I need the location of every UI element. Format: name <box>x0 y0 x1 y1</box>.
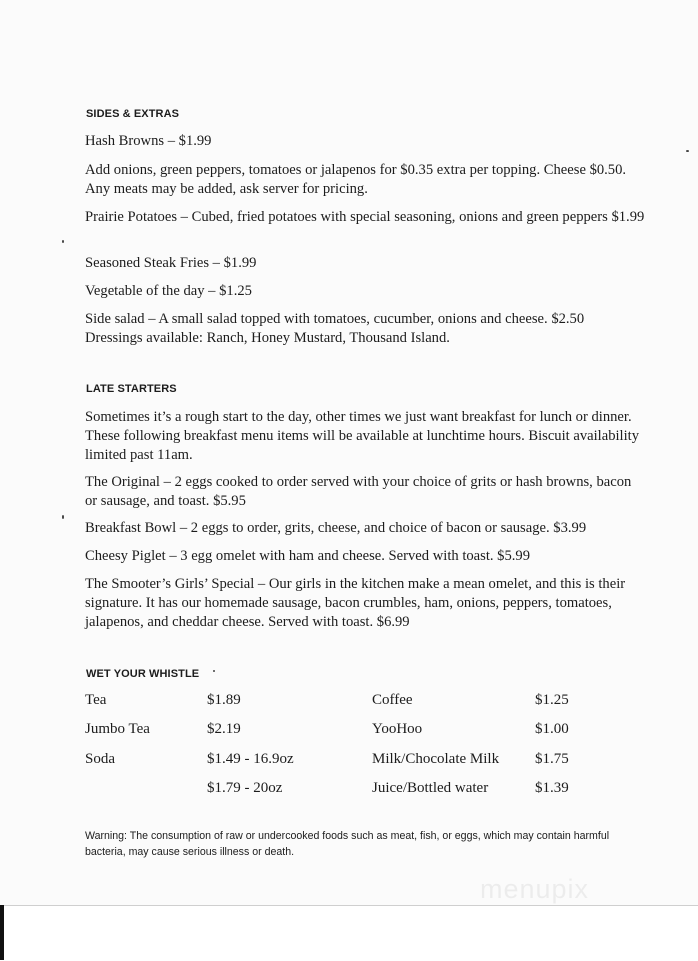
drink-price: $1.00 <box>535 721 569 738</box>
drink-row <box>85 780 605 809</box>
sides-heading: SIDES & EXTRAS <box>86 108 180 120</box>
scan-speck <box>62 240 64 243</box>
menu-item-cheesy-piglet: Cheesy Piglet – 3 egg omelet with ham and cheese. Served with toast. $5.99 <box>85 548 531 564</box>
drink-price: $2.19 <box>207 721 241 738</box>
menu-item-prairie-potatoes: Prairie Potatoes – Cubed, fried potatoes with special seasoning, onions and green peppers $1.99 <box>85 209 645 225</box>
menu-item-girls-special: The Smooter’s Girls’ Special – Our girls in the kitchen make a mean omelet, and this is their signature. It has our homemade sausage, bacon crumbles, ham, onions, peppers, tomatoes, jalapenos, and cheddar cheese. Served with toast. $6.99 <box>85 576 626 630</box>
late-starters-intro: Sometimes it’s a rough start to the day, other times we just want breakfast for lunch or dinner. These following breakfast menu items will be available at lunchtime hours. Biscuit availability limited past 11am. <box>85 409 640 463</box>
drinks-heading: WET YOUR WHISTLE <box>86 668 200 680</box>
drink-name: Tea <box>85 692 107 708</box>
scan-speck <box>62 515 64 519</box>
drink-name: Jumbo Tea <box>85 721 150 738</box>
drink-name: YooHoo <box>372 721 423 738</box>
food-safety-warning: Warning: The consumption of raw or undercooked foods such as meat, fish, or eggs, which may contain harmful bacteria, may cause serious illness or death. <box>85 830 610 858</box>
menu-item-vegetable: Vegetable of the day – $1.25 <box>85 283 252 299</box>
scan-bottom-margin <box>0 905 698 961</box>
drink-price: $1.49 - 16.9oz <box>207 750 294 767</box>
menu-item-side-salad: Side salad – A small salad topped with tomatoes, cucumber, onions and cheese. $2.50 Dressings available: Ranch, Honey Mustard, Thousand Island. <box>85 311 585 346</box>
menu-item-toppings: Add onions, green peppers, tomatoes or jalapenos for $0.35 extra per topping. Cheese $0.50. Any meats may be added, ask server for pricing. <box>85 162 627 197</box>
drink-row <box>85 751 605 780</box>
scan-speck <box>686 150 689 152</box>
drink-name: Juice/Bottled water <box>372 779 489 796</box>
scan-edge-shadow <box>0 905 4 960</box>
scan-speck <box>213 670 215 672</box>
drink-price: $1.89 <box>207 692 241 708</box>
menupix-watermark: menupix <box>480 874 590 904</box>
drink-price: $1.25 <box>535 692 569 708</box>
late-starters-heading: LATE STARTERS <box>86 383 177 395</box>
drinks-table <box>85 692 605 809</box>
drink-name: Milk/Chocolate Milk <box>372 750 500 767</box>
menu-item-the-original: The Original – 2 eggs cooked to order served with your choice of grits or hash browns, bacon or sausage, and toast. $5.95 <box>85 474 632 509</box>
drink-row <box>85 721 605 750</box>
menu-item-hash-browns: Hash Browns – $1.99 <box>85 133 212 149</box>
drink-price: $1.75 <box>535 750 569 767</box>
drink-name: Soda <box>85 750 115 767</box>
menu-item-steak-fries: Seasoned Steak Fries – $1.99 <box>85 255 257 271</box>
drink-price: $1.79 - 20oz <box>207 779 283 796</box>
drink-row <box>85 692 605 721</box>
menu-item-breakfast-bowl: Breakfast Bowl – 2 eggs to order, grits, cheese, and choice of bacon or sausage. $3.99 <box>85 520 587 536</box>
drink-price: $1.39 <box>535 779 569 796</box>
drink-name: Coffee <box>372 692 413 708</box>
